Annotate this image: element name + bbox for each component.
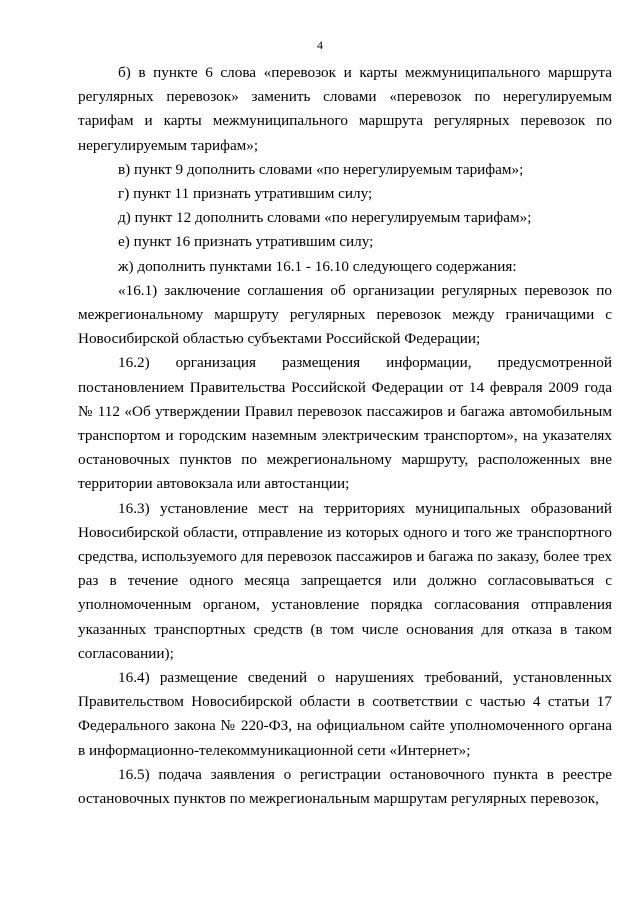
paragraph-16-1: «16.1) заключение соглашения об организации регулярных перевозок по межрегиональному маршруту регулярных перевозок между граничащими с Новосибирской областью субъектами Российской Федерации; xyxy=(78,281,612,348)
paragraph-16-2: 16.2) организация размещения информации, предусмотренной постановлением Правительства Российской Федерации от 14 февраля 2009 года № 112 «Об утверждении Правил перевозок пассажиров и багажа автомобильным транспортом и городским наземным электрическим транспортом», на указателях остановочных пунктов по межрегиональному маршруту, расположенных вне территории автовокзала или автостанции; xyxy=(78,354,612,493)
paragraph-g: г) пункт 11 признать утратившим силу; xyxy=(118,185,373,203)
paragraph-d: д) пункт 12 дополнить словами «по нерегулируемым тарифам»; xyxy=(118,209,532,227)
paragraph-16-3: 16.3) установление мест на территориях муниципальных образований Новосибирской области, отправление из которых одного и того же транспортного средства, используемого для перевозок пассажиров и багажа по заказу, более трех раз в течение одного месяца запрещается или должно согласовываться с уполномоченным органом, установление порядка согласования отправления указанных транспортных средств (в том числе основания для отказа в таком согласовании); xyxy=(78,499,612,662)
paragraph-e: е) пункт 16 признать утратившим силу; xyxy=(118,233,374,251)
paragraph-b: б) в пункте 6 слова «перевозок и карты межмуниципального маршрута регулярных перевозок» заменить словами «перевозок по нерегулируемым тарифам и карты межмуниципального маршрута регулярных перевозок по нерегулируемым тарифам»; xyxy=(78,64,612,154)
paragraph-16-4: 16.4) размещение сведений о нарушениях требований, установленных Правительством Новосибирской области в соответствии с частью 4 статьи 17 Федерального закона № 220-ФЗ, на официальном сайте уполномоченного органа в информационно-телекоммуникационной сети «Интернет»; xyxy=(78,669,612,759)
document-body xyxy=(78,61,612,811)
page-number: 4 xyxy=(317,38,323,52)
paragraph-v: в) пункт 9 дополнить словами «по нерегулируемым тарифам»; xyxy=(118,160,524,178)
paragraph-16-5: 16.5) подача заявления о регистрации остановочного пункта в реестре остановочных пунктов по межрегиональным маршрутам регулярных перевозок, xyxy=(78,765,612,808)
paragraph-zh: ж) дополнить пунктами 16.1 - 16.10 следующего содержания: xyxy=(118,257,517,275)
